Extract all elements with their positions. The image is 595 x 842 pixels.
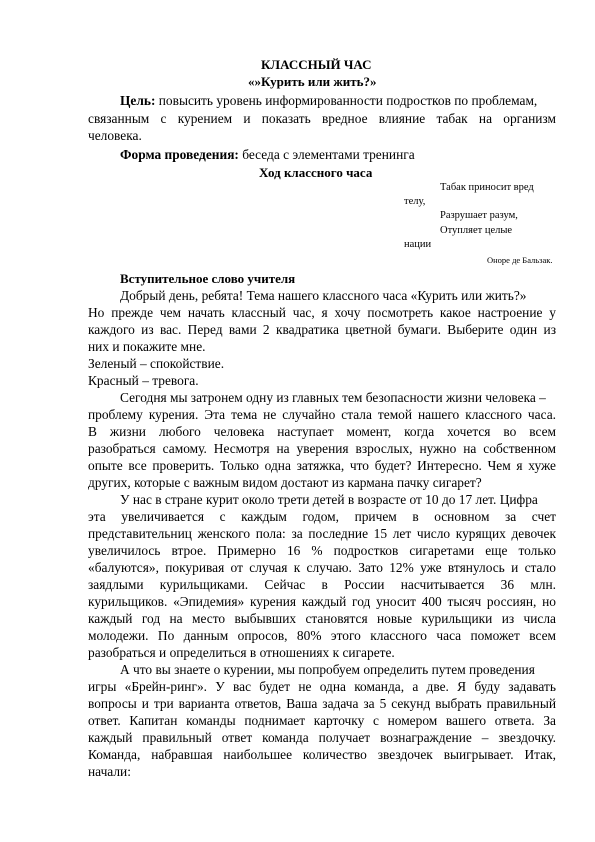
- p3-line-3: представительниц женского пола: за последние 15 лет число курящих девочек: [88, 526, 556, 541]
- doc-subtitle: «»Курить или жить?»: [248, 74, 377, 89]
- p4-line-4: ответ. Капитан команды поднимает карточку с номером вашего ответа. За: [88, 713, 556, 728]
- p3-line-7: курильщиков. «Эпидемия» курения каждый год уносит 400 тысяч россиян, но: [88, 594, 556, 609]
- p3-line-6: заядлыми курильщиками. Сейчас в России насчитывается 36 млн.: [88, 577, 556, 592]
- form-value: беседа с элементами тренинга: [238, 147, 415, 162]
- p3-line-5: «балуются», покуривая от случая к случаю. Зато 12% уже втянулось и стало: [88, 560, 556, 575]
- goal-first-line: [120, 92, 537, 110]
- mood-green: Зеленый – спокойствие.: [88, 356, 225, 371]
- goal-line-3: человека.: [88, 128, 142, 143]
- p4-line-2: игры «Брейн-ринг». У вас будет не одна команда, а две. Я буду задавать: [88, 679, 556, 694]
- epigraph-author: Оноре де Бальзак.: [487, 255, 553, 265]
- epigraph-line-2: телу,: [404, 196, 426, 207]
- p4-line-6: Команда, набравшая наибольшее количество звездочек выигрывает. Итак,: [88, 747, 556, 762]
- p1-line-1: Добрый день, ребята! Тема нашего классного часа «Курить или жить?»: [120, 288, 527, 303]
- p4-line-1: А что вы знаете о курении, мы попробуем определить путем проведения: [120, 662, 535, 677]
- p3-line-9: молодежи. По данным опросов, 80% этого классного часа поможет всем: [88, 628, 556, 643]
- p2-line-1: Сегодня мы затронем одну из главных тем безопасности жизни человека –: [120, 390, 546, 405]
- p3-line-10: разобраться и определиться в отношениях к сигарете.: [88, 645, 395, 660]
- form-line: [120, 146, 415, 164]
- goal-label: Цель:: [120, 93, 156, 108]
- p4-line-7: начали:: [88, 764, 131, 779]
- goal-text: повысить уровень информированности подростков по проблемам,: [155, 93, 538, 108]
- p2-line-4: разобраться самому. Несмотря на уверения взрослых, нужно на собственном: [88, 441, 556, 456]
- p4-line-5: каждый правильный ответ команда получает вознаграждение – звездочку.: [88, 730, 556, 745]
- form-label-rest: проведения:: [161, 147, 239, 162]
- doc-title: КЛАССНЫЙ ЧАС: [261, 57, 372, 72]
- p3-line-1: У нас в стране курит около трети детей в возрасте от 10 до 17 лет. Цифра: [120, 492, 538, 507]
- epigraph-line-5: нации: [404, 239, 432, 250]
- intro-heading: Вступительное слово учителя: [120, 271, 296, 286]
- mood-red: Красный – тревога.: [88, 373, 199, 388]
- p2-line-6: других, которые с важным видом достают из кармана пачку сигарет?: [88, 475, 482, 490]
- p3-line-8: каждый год на место выбывших становятся новые курильщики из числа: [88, 611, 556, 626]
- course-heading: Ход классного часа: [259, 165, 373, 180]
- p2-line-5: опыте все проверить. Только одна затяжка, что будет? Интересно. Чем я хуже: [88, 458, 556, 473]
- epigraph-line-4: Отупляет целые: [440, 225, 513, 236]
- form-label: Форма: [120, 147, 162, 162]
- p1-line-3: каждого из вас. Перед вами 2 квадратика цветной бумаги. Выберите один из: [88, 322, 556, 337]
- p1-line-2: Но прежде чем начать классный час, я хочу посмотреть какое настроение у: [88, 305, 556, 320]
- p1-line-4: них и покажите мне.: [88, 339, 206, 354]
- goal-line-2: связанным с курением и показать вредное влияние табак на организм: [88, 111, 556, 126]
- p4-line-3: вопросы и три варианта ответов, Ваша задача за 5 секунд выбрать правильный: [88, 696, 556, 711]
- p2-line-2: проблему курения. Эта тема не случайно стала темой нашего классного часа.: [88, 407, 556, 422]
- p3-line-4: увеличилось втрое. Примерно 16 % подростков сигаретами еще только: [88, 543, 556, 558]
- p2-line-3: В жизни любого человека наступает момент, когда хочется во всем: [88, 424, 556, 439]
- epigraph-line-1: Табак приносит вред: [440, 182, 534, 193]
- epigraph-line-3: Разрушает разум,: [440, 210, 518, 221]
- p3-line-2: эта увеличивается с каждым годом, причем в основном за счет: [88, 509, 556, 524]
